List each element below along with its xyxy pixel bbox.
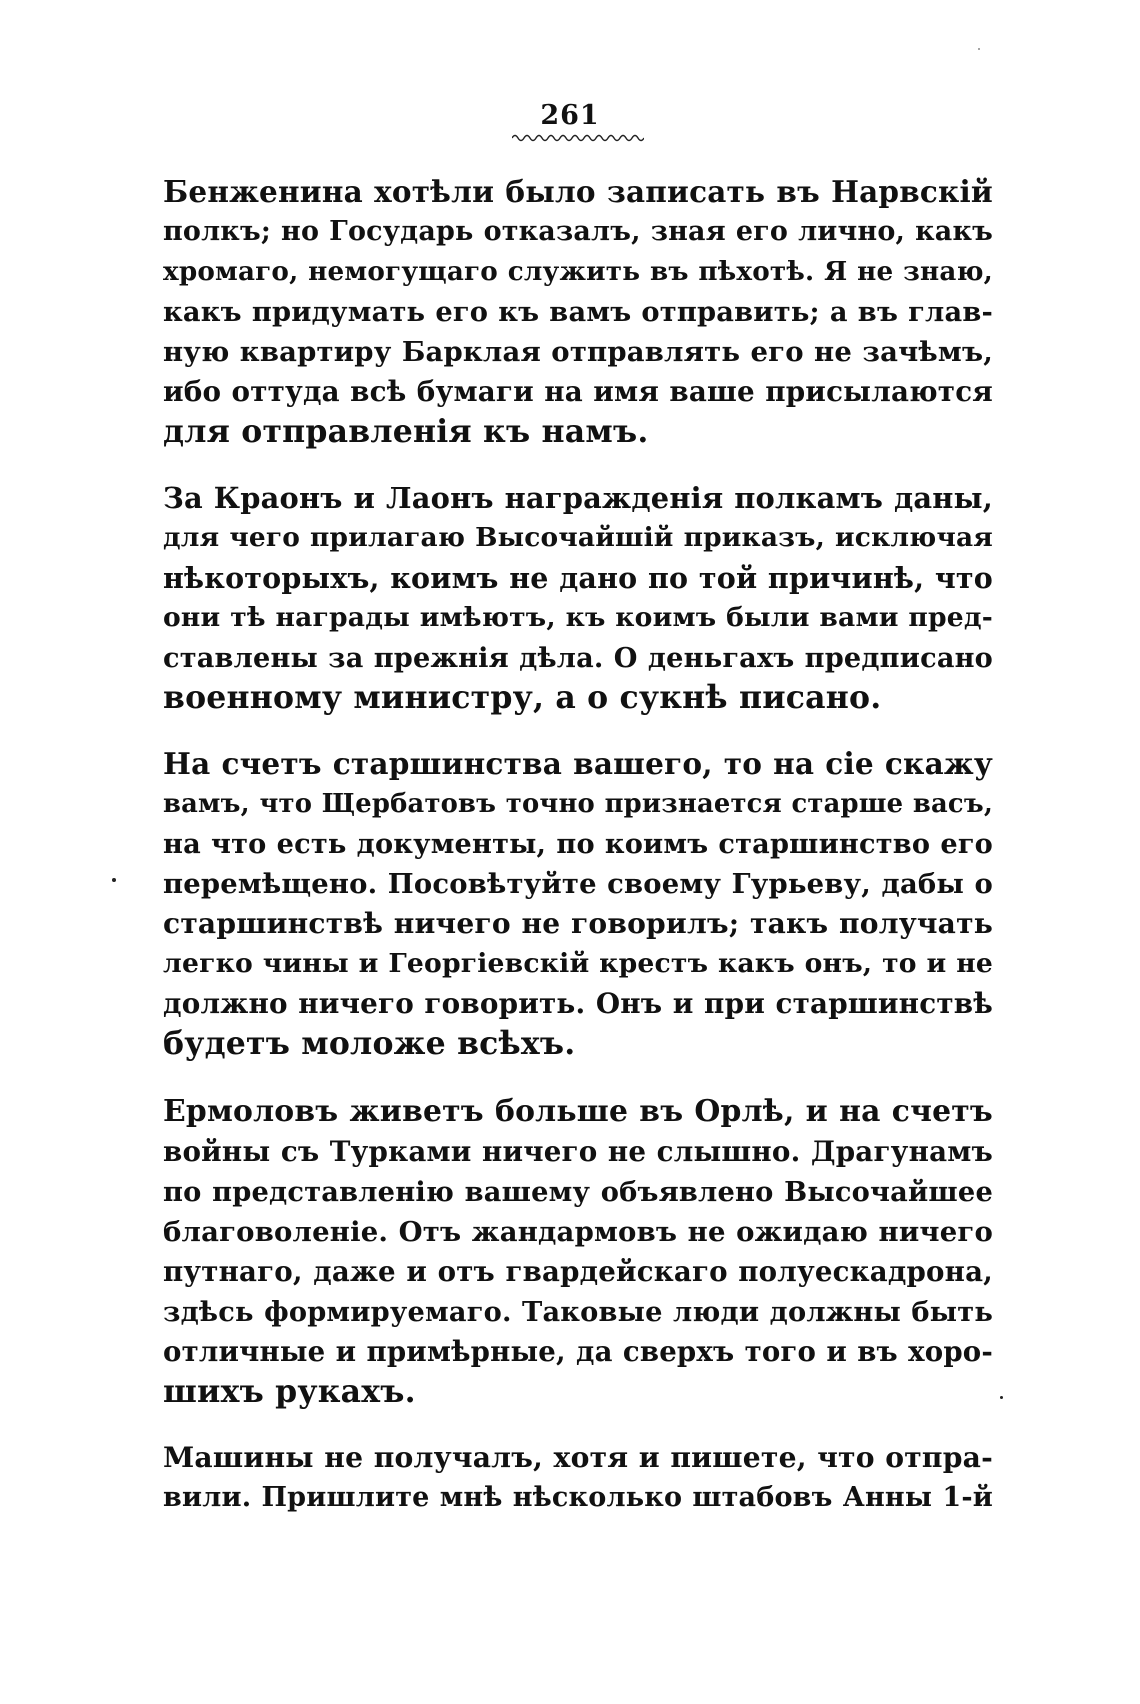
text-line: шихъ рукахъ. <box>163 1373 416 1410</box>
text-line: легко чины и Георгіевскій крестъ какъ онъ, то и не <box>163 948 993 979</box>
text-line: для отправленія къ намъ. <box>163 413 649 450</box>
paragraph-4 <box>163 1092 993 1412</box>
text-line: должно ничего говорить. Онъ и при старшинствѣ <box>163 987 993 1020</box>
text-line: нѣкоторыхъ, коимъ не дано по той причинѣ, что <box>163 561 993 595</box>
text-line: будетъ моложе всѣхъ. <box>163 1025 576 1062</box>
wavy-rule-ornament <box>512 132 644 144</box>
text-line: для чего прилагаю Высочайшій приказъ, исключая <box>163 522 993 553</box>
text-line: военному министру, а о сукнѣ писано. <box>163 679 882 716</box>
page-number: 261 <box>540 100 600 131</box>
paragraph-2 <box>163 478 993 718</box>
scan-speck <box>112 878 116 882</box>
text-line: хромаго, немогущаго служить въ пѣхотѣ. Я не знаю, <box>163 256 993 287</box>
paragraph-1 <box>163 172 993 452</box>
scan-speck <box>978 48 980 50</box>
text-line: перемѣщено. Посовѣтуйте своему Гурьеву, дабы о <box>163 868 993 900</box>
text-line: они тѣ награды имѣютъ, къ коимъ были вами пред- <box>163 602 993 633</box>
text-line: вамъ, что Щербатовъ точно признается старше васъ, <box>163 789 993 819</box>
text-line: ибо оттуда всѣ бумаги на имя ваше присылаются <box>163 375 993 408</box>
text-line: какъ придумать его къ вамъ отправить; а въ глав- <box>163 296 993 328</box>
text-line: полкъ; но Государь отказалъ, зная его лично, какъ <box>163 216 993 247</box>
text-line: путнаго, даже и отъ гвардейскаго полуескадрона, <box>163 1255 993 1288</box>
text-line: здѣсь формируемаго. Таковые люди должны быть <box>163 1296 993 1328</box>
text-line: благоволеніе. Отъ жандармовъ не ожидаю ничего <box>163 1216 993 1248</box>
text-line: по представленію вашему объявлено Высочайшее <box>163 1176 993 1208</box>
paragraph-3 <box>163 744 993 1064</box>
text-line: Бенженина хотѣли было записать въ Нарвскій <box>163 174 993 209</box>
text-line: За Краонъ и Лаонъ награжденія полкамъ даны, <box>163 481 993 515</box>
paragraph-5 <box>163 1438 993 1518</box>
text-line: ную квартиру Барклая отправлять его не зачѣмъ, <box>163 336 993 368</box>
text-line: вили. Пришлите мнѣ нѣсколько штабовъ Анны 1-й <box>163 1482 993 1513</box>
text-line: На счетъ старшинства вашего, то на сіе скажу <box>163 746 993 781</box>
text-line: на что есть документы, по коимъ старшинство его <box>163 828 993 860</box>
text-line: старшинствѣ ничего не говорилъ; такъ получать <box>163 907 993 940</box>
text-line: отличные и примѣрные, да сверхъ того и въ хоро- <box>163 1336 993 1368</box>
text-line: Ермоловъ живетъ больше въ Орлѣ, и на счетъ <box>163 1094 993 1129</box>
text-line: войны съ Турками ничего не слышно. Драгунамъ <box>163 1135 993 1168</box>
scan-speck <box>1000 1396 1003 1399</box>
text-line: Машины не получалъ, хотя и пишете, что отпра- <box>163 1441 993 1474</box>
text-line: ставлены за прежнія дѣла. О деньгахъ предписано <box>163 642 993 674</box>
